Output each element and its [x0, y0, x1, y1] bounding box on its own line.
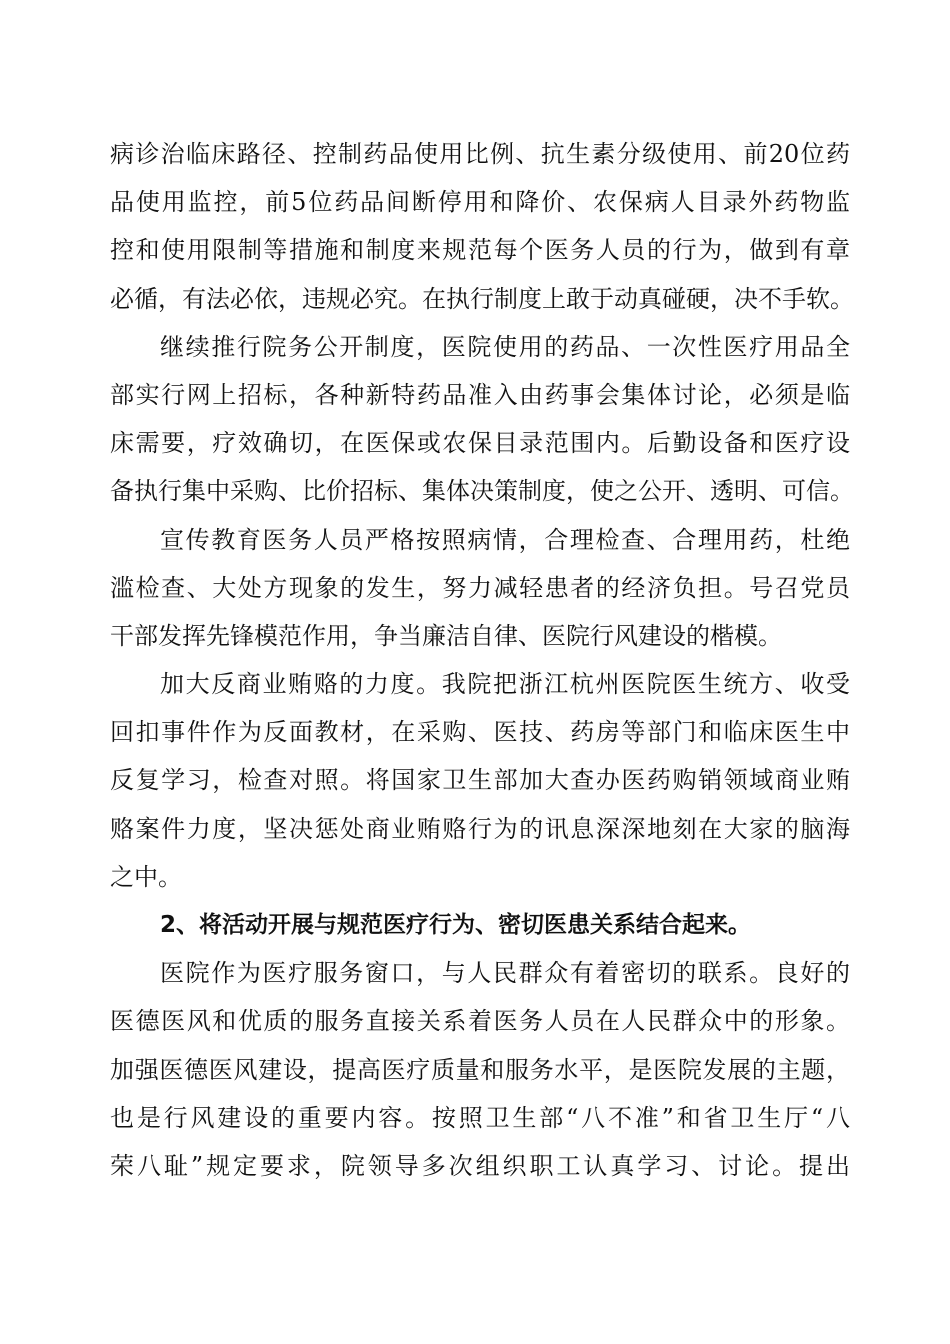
section-heading	[110, 901, 850, 949]
paragraph-anti-bribery	[110, 660, 850, 901]
text-line: 床需要，疗效确切，在医保或农保目录范围内。后勤设备和医疗设	[110, 429, 850, 458]
paragraph-transparency	[110, 323, 854, 516]
text-line: 部实行网上招标，各种新特药品准入由药事会集体讨论，必须是临	[110, 380, 850, 409]
text-line: 也是行风建设的重要内容。按照卫生部“八不准”和省卫生厅“八	[110, 1103, 850, 1132]
text-line: 继续推行院务公开制度，医院使用的药品、一次性医疗用品全	[160, 332, 850, 361]
heading-line: 2、将活动开展与规范医疗行为、密切医患关系结合起来。	[160, 912, 752, 938]
text-line: 医德医风和优质的服务直接关系着医务人员在人民群众中的形象。	[110, 1007, 850, 1036]
text-line: 赂案件力度，坚决惩处商业贿赂行为的讯息深深地刻在大家的脑海	[110, 814, 850, 843]
text-line: 干部发挥先锋模范作用，争当廉洁自律、医院行风建设的楷模。	[110, 621, 782, 650]
text-line: 宣传教育医务人员严格按照病情，合理检查、合理用药，杜绝	[160, 525, 850, 554]
text-line: 医院作为医疗服务窗口，与人民群众有着密切的联系。良好的	[160, 959, 850, 988]
paragraph-medical-ethics	[110, 949, 850, 1190]
text-line: 反复学习，检查对照。将国家卫生部加大查办医药购销领域商业贿	[110, 766, 850, 795]
paragraph-measures	[110, 130, 854, 323]
text-line: 控和使用限制等措施和制度来规范每个医务人员的行为，做到有章	[110, 236, 850, 265]
paragraph-education	[110, 516, 850, 661]
text-line: 加大反商业贿赂的力度。我院把浙江杭州医院医生统方、收受	[160, 670, 850, 699]
text-line: 必循，有法必依，违规必究。在执行制度上敢于动真碰硬，决不手软。	[110, 284, 854, 313]
text-line: 病诊治临床路径、控制药品使用比例、抗生素分级使用、前20位药	[110, 140, 850, 168]
text-line: 荣八耻”规定要求，院领导多次组织职工认真学习、讨论。提出	[110, 1151, 850, 1180]
text-line: 滥检查、大处方现象的发生，努力减轻患者的经济负担。号召党员	[110, 573, 850, 602]
document-body	[110, 130, 854, 1190]
text-line: 加强医德医风建设，提高医疗质量和服务水平，是医院发展的主题，	[110, 1055, 850, 1084]
text-line: 品使用监控，前5位药品间断停用和降价、农保病人目录外药物监	[110, 188, 850, 217]
text-line: 备执行集中采购、比价招标、集体决策制度，使之公开、透明、可信。	[110, 477, 854, 506]
text-line: 之中。	[110, 862, 182, 891]
text-line: 回扣事件作为反面教材，在采购、医技、药房等部门和临床医生中	[110, 718, 850, 747]
